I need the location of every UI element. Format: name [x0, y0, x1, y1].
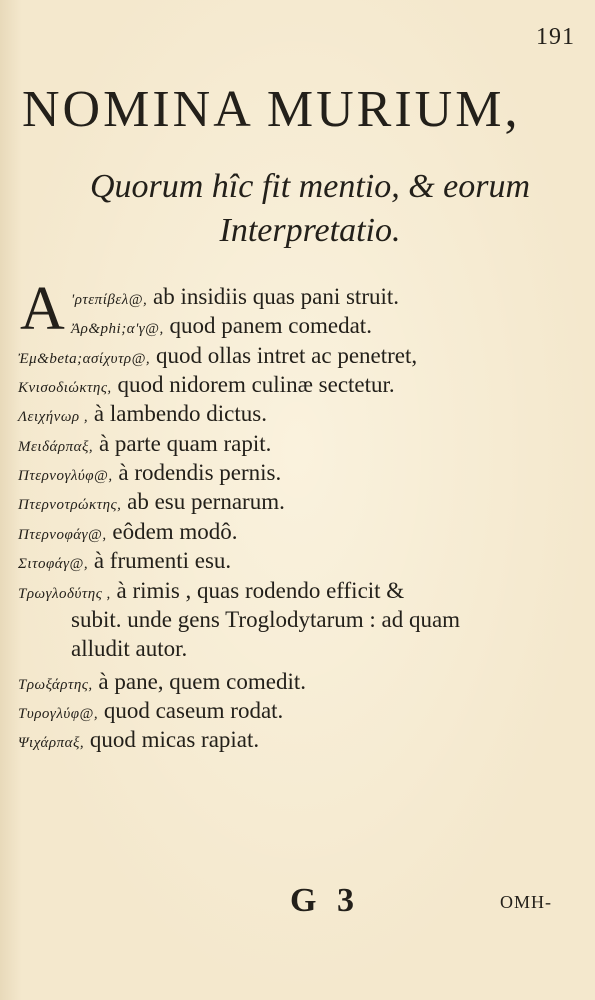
latin-gloss: quod nidorem culinæ sectetur.	[111, 372, 395, 397]
greek-name: Λειχήνωρ ,	[18, 409, 89, 425]
greek-name: Ψιχάρπαξ,	[18, 735, 85, 751]
list-item-continuation: subit. unde gens Troglodytarum : ad quam	[71, 607, 461, 632]
list-item	[18, 546, 231, 579]
catchword: ΟΜΗ-	[500, 892, 552, 912]
latin-gloss: quod ollas intret ac penetret,	[150, 343, 418, 368]
list-item	[18, 487, 285, 520]
latin-gloss: à lambendo dictus.	[88, 401, 267, 426]
drop-cap: A	[20, 275, 65, 343]
latin-gloss: quod panem comedat.	[163, 313, 372, 338]
greek-name: Τυρογλύφ@,	[18, 706, 99, 722]
page-title: NOMINA MURIUM,	[22, 81, 521, 138]
latin-gloss: quod caseum rodat.	[98, 698, 284, 723]
latin-gloss: eôdem modô.	[106, 519, 238, 544]
latin-gloss: à frumenti esu.	[88, 548, 232, 573]
greek-name: Πτερνογλύφ@,	[18, 468, 113, 484]
signature-mark: G 3	[290, 882, 360, 919]
list-item	[18, 725, 259, 758]
greek-name: Ἀρ&phi;α'γ@,	[71, 321, 164, 337]
latin-gloss: à rodendis pernis.	[112, 460, 282, 485]
latin-gloss: ab insidiis quas pani struit.	[147, 284, 400, 309]
greek-name: Πτερνοφάγ@,	[18, 527, 107, 543]
list-item	[71, 311, 372, 344]
latin-gloss: à parte quam rapit.	[93, 431, 272, 456]
latin-gloss: ab esu pernarum.	[121, 489, 285, 514]
list-item-continuation: alludit autor.	[71, 636, 188, 661]
list-item	[18, 399, 267, 432]
greek-name: Μειδάρπαξ,	[18, 439, 94, 455]
greek-name: Πτερνοτρώκτης,	[18, 497, 122, 513]
greek-name: Κνισοδιώκτης,	[18, 380, 112, 396]
greek-name: 'ρτεπίβελ@,	[71, 292, 148, 308]
greek-name: Σιτοφάγ@,	[18, 556, 89, 572]
page-number: 191	[536, 24, 575, 50]
latin-gloss: à pane, quem comedit.	[92, 669, 306, 694]
subtitle	[40, 165, 580, 253]
greek-name: Τρωγλοδύτης ,	[18, 586, 111, 602]
subtitle-line-2: Interpretatio.	[219, 212, 401, 249]
latin-gloss: quod micas rapiat.	[84, 727, 260, 752]
latin-gloss: à rimis , quas rodendo efficit &	[110, 578, 405, 603]
greek-name: Τρωξάρτης,	[18, 677, 93, 693]
subtitle-line-1: Quorum hîc fit mentio, & eorum	[89, 168, 531, 205]
greek-name: Ἐμ&beta;ασίχυτρ@,	[18, 351, 151, 367]
